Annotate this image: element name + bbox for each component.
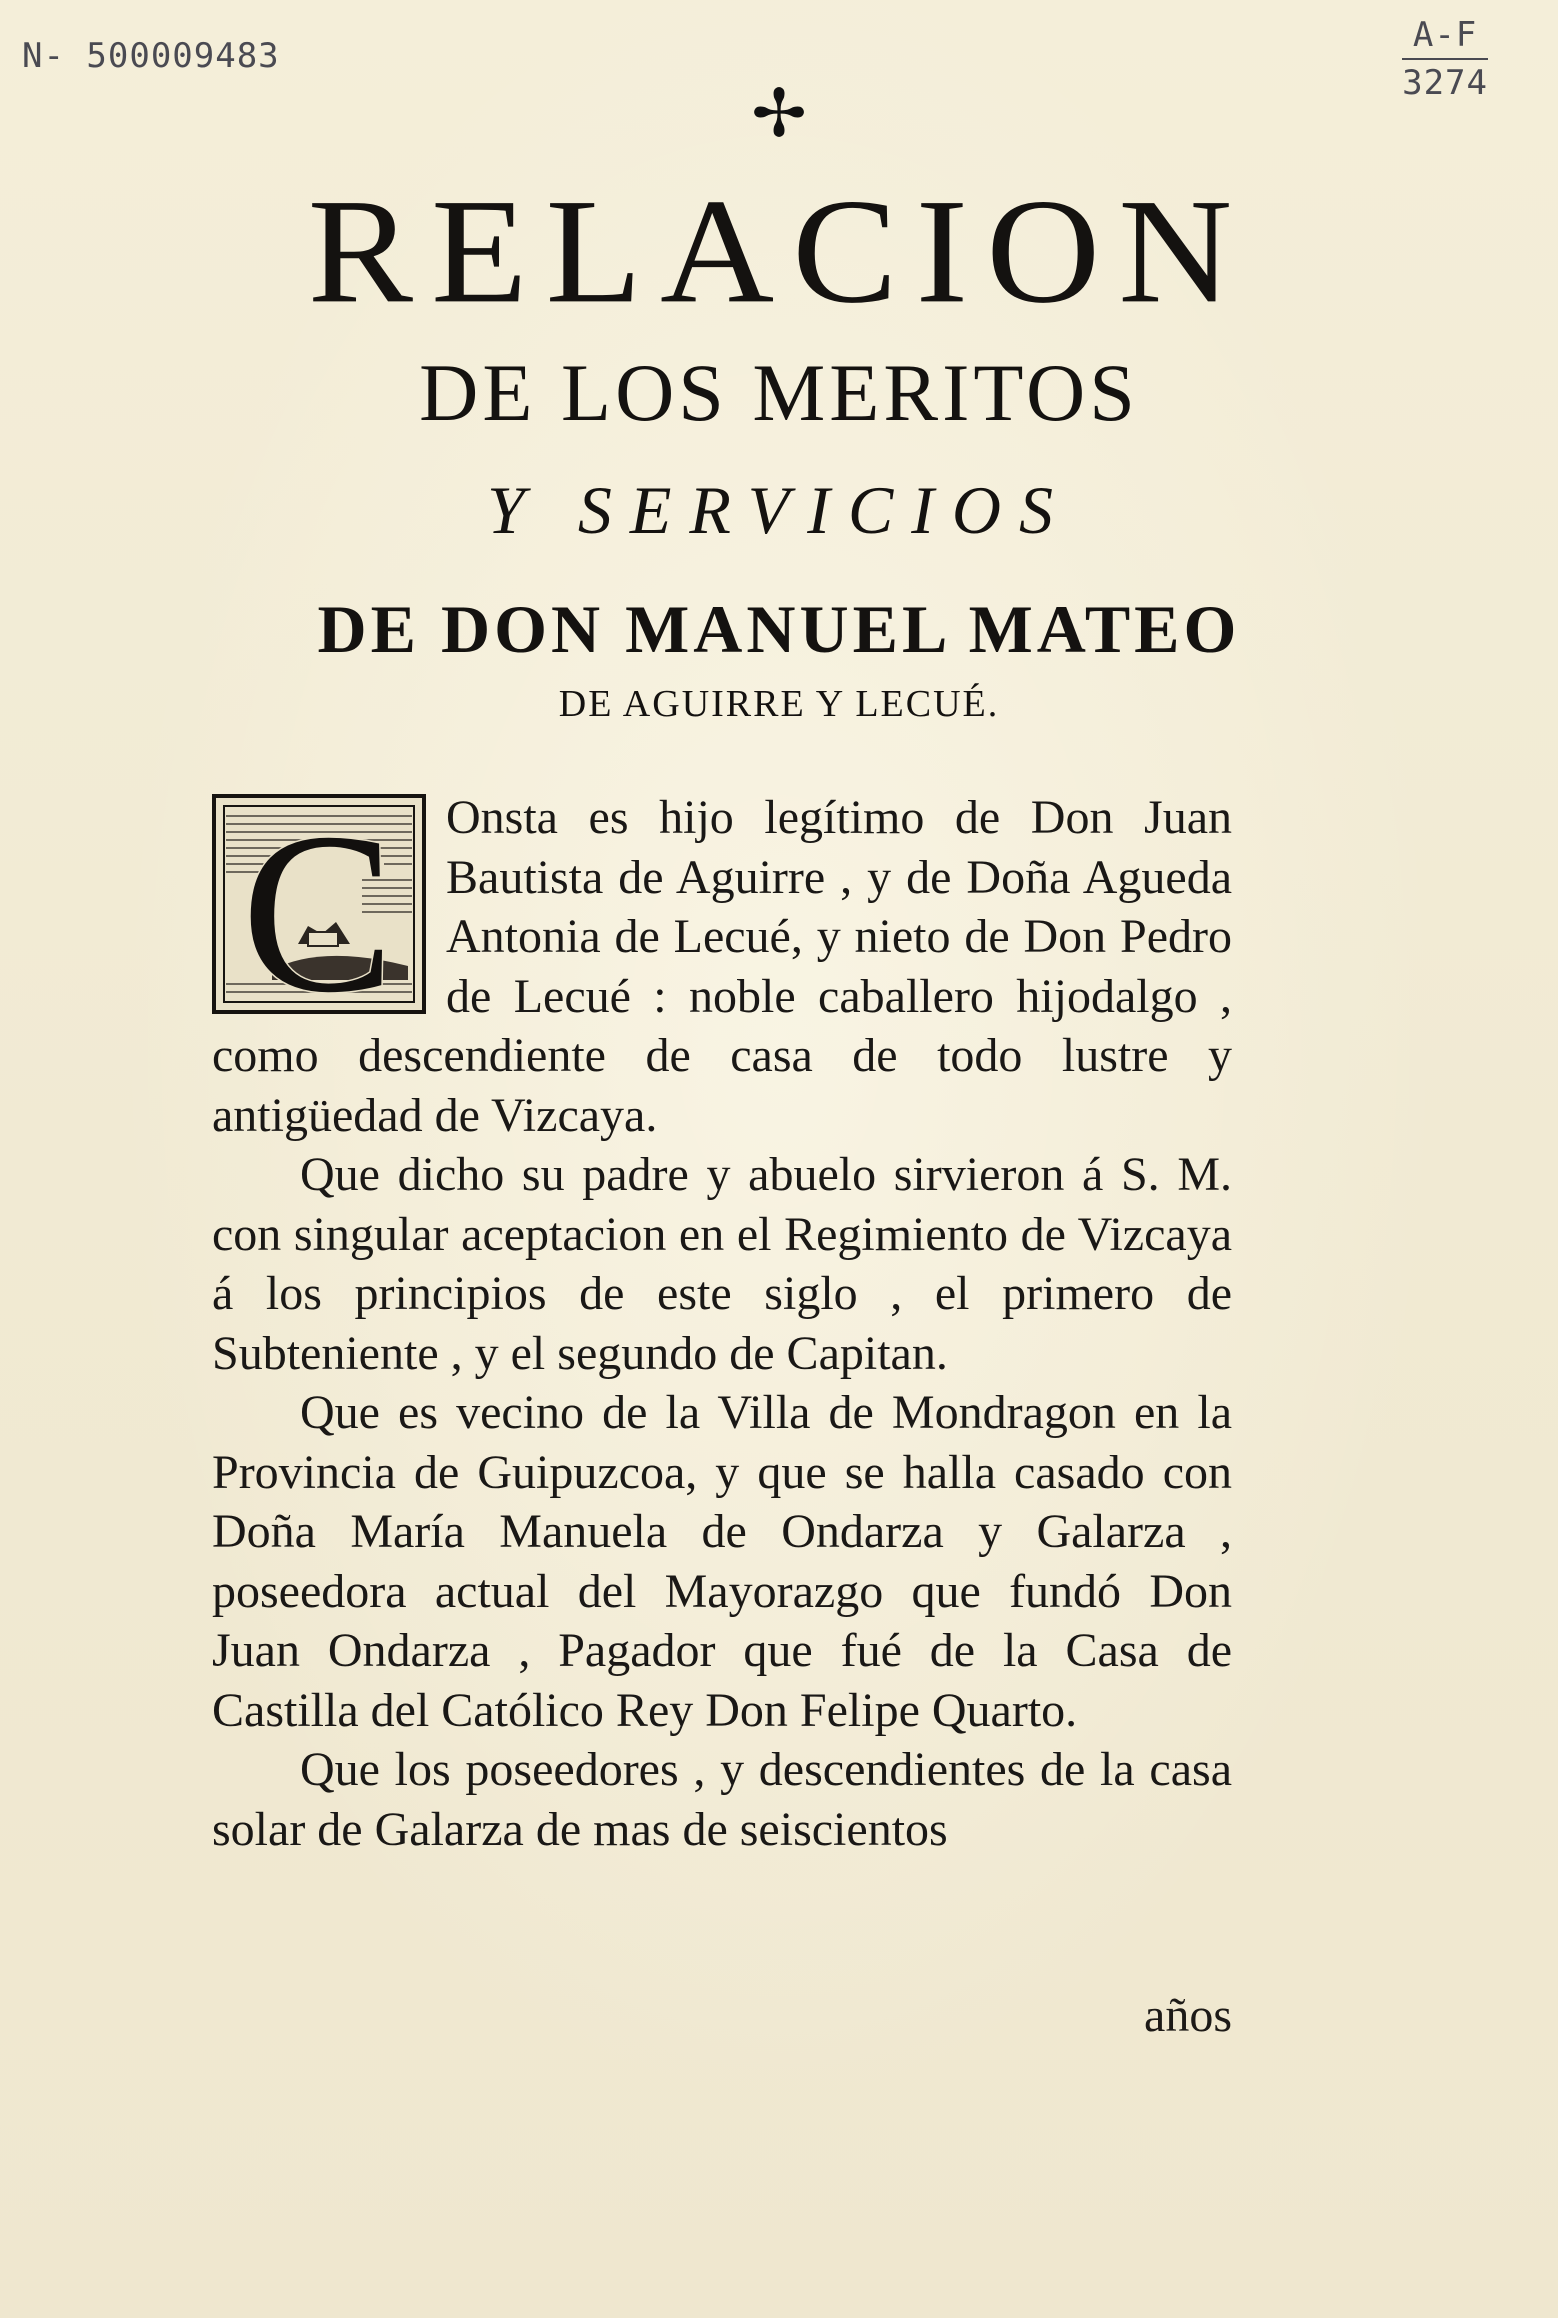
title-line-name: DE DON MANUEL MATEO — [317, 591, 1241, 667]
title-line-surname: DE AGUIRRE Y LECUÉ. — [558, 683, 1000, 725]
paragraph-3: Que es vecino de la Villa de Mondragon en la Provincia de Guipuzcoa, y que se halla casado con Doña María Manuela de Ondarza y Galarza , poseedora actual del Mayorazgo que fundó Don Juan Ondarza , Pagador que fué de la Casa de Castilla del Católico Rey Don Felipe Quarto. — [212, 1386, 1232, 1737]
paragraph-1-text: Onsta es hijo legítimo de Don Juan Bautista de Aguirre , y de Doña Agueda Antonia de Lecué, y nieto de Don Pedro de Lecué : noble caballero hijodalgo , como descendiente de casa de todo lustre y antigüedad de Vizcaya. — [212, 791, 1232, 1142]
catchword: años — [1144, 1989, 1232, 2042]
paragraph-2: Que dicho su padre y abuelo sirvieron á S. M. con singular aceptacion en el Regimiento de Vizcaya á los principios de este siglo , el primero de Subteniente , y el segundo de Capitan. — [212, 1148, 1232, 1380]
initial-letter-glyph: C — [241, 794, 395, 1014]
woodcut-initial-icon — [212, 794, 426, 1014]
title-line-meritos: DE LOS MERITOS — [419, 347, 1139, 438]
shelfmark-line-1: A-F — [1402, 12, 1488, 60]
paragraph-4: Que los poseedores , y descendientes de la casa solar de Galarza de mas de seiscientos — [212, 1743, 1232, 1856]
manuscript-shelfmark-left: N- 500009483 — [22, 36, 280, 76]
document-body — [212, 788, 1232, 1859]
title-relacion: RELACION — [307, 168, 1251, 335]
paragraph-1 — [212, 788, 1232, 1145]
title-line-servicios: Y SERVICIOS — [487, 472, 1071, 548]
shelfmark-line-2: 3274 — [1402, 63, 1488, 103]
cross-ornament-icon: ✢ — [751, 78, 807, 151]
woodcut-initial-letter — [212, 794, 426, 1014]
